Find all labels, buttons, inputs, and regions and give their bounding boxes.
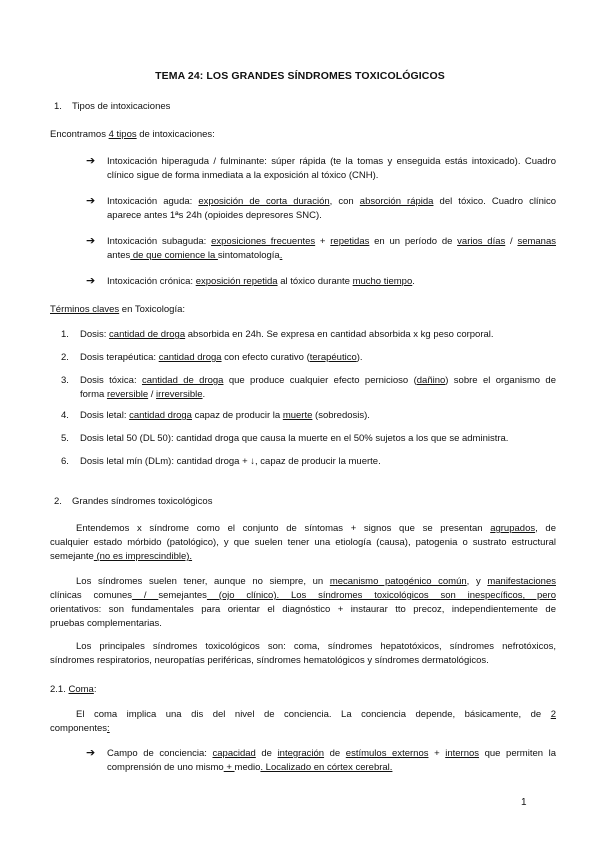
- arrow-bullet-icon: ➔: [86, 155, 96, 167]
- text-line: Dosis letal 50 (DL 50): cantidad droga que causa la muerte en el 50% sujetos a los que se administra.: [80, 433, 509, 444]
- text-line: síndromes respiratorios, neuropatías periféricas, síndromes hematológicos y síndromes dermatológicos.: [50, 655, 489, 666]
- text-line: forma reversible / irreversible.: [80, 389, 206, 400]
- term-number: 4.: [61, 410, 69, 421]
- text-line: orientativos: son fundamentales para orientar el diagnóstico + instaurar tto precoz, independientemente de: [50, 604, 556, 615]
- text-line: componentes:: [50, 723, 110, 734]
- text-line: Dosis: cantidad de droga absorbida en 24h. Se expresa en cantidad absorbida x kg peso corporal.: [80, 329, 494, 340]
- text-line: Dosis letal mín (DLm): cantidad droga + ↓, capaz de producir la muerte.: [80, 456, 381, 467]
- text-line: Entendemos x síndrome como el conjunto de síntomas + signos que se presentan agrupados, de: [76, 523, 556, 534]
- text-line: comprensión de uno mismo + medio. Localizado en córtex cerebral.: [107, 762, 393, 773]
- page-title: TEMA 24: LOS GRANDES SÍNDROMES TOXICOLÓGICOS: [155, 70, 445, 82]
- arrow-bullet-icon: ➔: [86, 195, 96, 207]
- section-1-intro: Encontramos 4 tipos de intoxicaciones:: [50, 129, 215, 140]
- text-line: Los principales síndromes toxicológicos son: coma, síndromes hepatotóxicos, síndromes nefrotóxicos,: [76, 641, 556, 652]
- text-line: antes de que comience la sintomatología.: [107, 250, 283, 261]
- term-number: 6.: [61, 456, 69, 467]
- section-2-heading: Grandes síndromes toxicológicos: [72, 496, 213, 507]
- text-line: cualquier estado mórbido (patológico), y que suelen tener una etiología (causa), patogenia o sustrato estructural: [50, 537, 556, 548]
- page-number: 1: [521, 797, 527, 808]
- text-line: Los síndromes suelen tener, aunque no siempre, un mecanismo patogénico común, y manifestaciones: [76, 576, 556, 587]
- section-2-number: 2.: [54, 496, 62, 507]
- text-line: El coma implica una dis del nivel de conciencia. La conciencia depende, básicamente, de 2: [76, 709, 556, 720]
- text-line: Intoxicación aguda: exposición de corta duración, con absorción rápida del tóxico. Cuadro clínico: [107, 196, 557, 207]
- text-line: clínicas comunes / semejantes (ojo clínico). Los síndromes toxicológicos son inespecíficos, pero: [50, 590, 556, 601]
- text-line: Campo de conciencia: capacidad de integración de estímulos externos + internos que permiten la: [107, 748, 557, 759]
- arrow-bullet-icon: ➔: [86, 747, 96, 759]
- text-line: clínico sigue de forma inmediata a la exposición al tóxico (CNH).: [107, 170, 379, 181]
- text-line: aparece antes 1ªs 24h (opioides depresores SNC).: [107, 210, 322, 221]
- section-1-heading: Tipos de intoxicaciones: [72, 101, 171, 112]
- arrow-bullet-icon: ➔: [86, 275, 96, 287]
- text-line: Intoxicación subaguda: exposiciones frecuentes + repetidas en un período de varios días / semanas: [107, 236, 557, 247]
- text-line: Intoxicación crónica: exposición repetida al tóxico durante mucho tiempo.: [107, 276, 415, 287]
- subsection-coma-heading: 2.1. Coma:: [50, 684, 97, 695]
- term-number: 3.: [61, 375, 69, 386]
- terms-heading: Términos claves en Toxicología:: [50, 304, 186, 315]
- term-number: 1.: [61, 329, 69, 340]
- text-line: Dosis terapéutica: cantidad droga con efecto curativo (terapéutico).: [80, 352, 363, 363]
- text-line: pruebas complementarias.: [50, 618, 162, 629]
- section-1-number: 1.: [54, 101, 62, 112]
- text-line: Intoxicación hiperaguda / fulminante: súper rápida (te la tomas y enseguida estás intoxicado). Cuadro: [107, 156, 556, 167]
- term-number: 2.: [61, 352, 69, 363]
- text-line: Dosis letal: cantidad droga capaz de producir la muerte (sobredosis).: [80, 410, 370, 421]
- text-line: semejante (no es imprescindible).: [50, 551, 193, 562]
- arrow-bullet-icon: ➔: [86, 235, 96, 247]
- term-number: 5.: [61, 433, 69, 444]
- text-line: Dosis tóxica: cantidad de droga que produce cualquier efecto pernicioso (dañino) sobre el organismo de: [80, 375, 556, 386]
